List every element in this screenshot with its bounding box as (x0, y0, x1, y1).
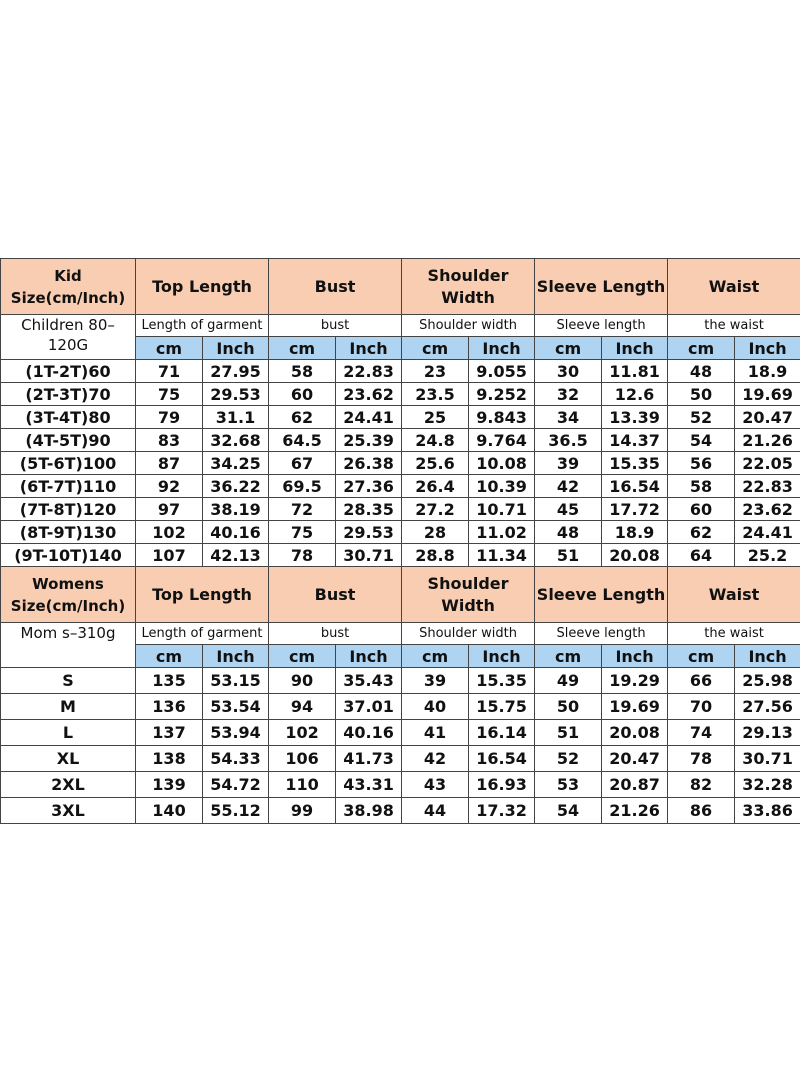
womens-unit-label: Inch (602, 645, 668, 668)
womens-value-cell: 78 (668, 746, 735, 772)
kid-unit-label: Inch (735, 337, 800, 360)
kid-value-cell: 107 (136, 544, 203, 567)
kid-value-cell: 29.53 (203, 383, 269, 406)
kid-value-cell: 67 (269, 452, 336, 475)
kid-value-cell: 83 (136, 429, 203, 452)
womens-unit-label: Inch (469, 645, 535, 668)
kid-value-cell: 62 (668, 521, 735, 544)
kid-value-cell: 28.8 (402, 544, 469, 567)
womens-value-cell: 32.28 (735, 772, 800, 798)
kid-value-cell: 40.16 (203, 521, 269, 544)
womens-value-cell: 86 (668, 798, 735, 824)
kid-value-cell: 25.39 (336, 429, 402, 452)
womens-unit-label: Inch (735, 645, 800, 668)
kid-table-row (1, 475, 800, 498)
kid-value-cell: 92 (136, 475, 203, 498)
kid-value-cell: 22.05 (735, 452, 800, 475)
kid-value-cell: 29.53 (336, 521, 402, 544)
womens-value-cell: 66 (668, 668, 735, 694)
womens-unit-label: cm (402, 645, 469, 668)
kid-value-cell: 10.08 (469, 452, 535, 475)
womens-table-row (1, 668, 800, 694)
kid-size-cell: (2T-3T)70 (1, 383, 136, 406)
kid-description-row (1, 315, 800, 337)
kid-column-description: Sleeve length (535, 315, 668, 337)
womens-value-cell: 40 (402, 694, 469, 720)
womens-column-header: Waist (668, 567, 800, 623)
womens-size-label: Womens Size(cm/Inch) (1, 567, 136, 623)
womens-header-row (1, 567, 800, 623)
kid-table-row (1, 360, 800, 383)
kid-value-cell: 31.1 (203, 406, 269, 429)
kid-value-cell: 28.35 (336, 498, 402, 521)
womens-table-row (1, 746, 800, 772)
womens-value-cell: 21.26 (602, 798, 668, 824)
kid-value-cell: 75 (136, 383, 203, 406)
kid-value-cell: 23.5 (402, 383, 469, 406)
kid-value-cell: 15.35 (602, 452, 668, 475)
kid-value-cell: 21.26 (735, 429, 800, 452)
womens-value-cell: 41 (402, 720, 469, 746)
womens-value-cell: 51 (535, 720, 602, 746)
kid-value-cell: 71 (136, 360, 203, 383)
womens-value-cell: 82 (668, 772, 735, 798)
kid-value-cell: 25 (402, 406, 469, 429)
womens-value-cell: 53.94 (203, 720, 269, 746)
womens-table-row (1, 772, 800, 798)
kid-unit-label: cm (136, 337, 203, 360)
womens-value-cell: 54.72 (203, 772, 269, 798)
kid-unit-label: cm (535, 337, 602, 360)
womens-size-cell: S (1, 668, 136, 694)
kid-value-cell: 75 (269, 521, 336, 544)
kid-unit-label: Inch (602, 337, 668, 360)
kid-value-cell: 19.69 (735, 383, 800, 406)
womens-value-cell: 50 (535, 694, 602, 720)
womens-value-cell: 136 (136, 694, 203, 720)
kid-size-cell: (7T-8T)120 (1, 498, 136, 521)
kid-unit-label: cm (402, 337, 469, 360)
kid-value-cell: 42 (535, 475, 602, 498)
kid-value-cell: 9.252 (469, 383, 535, 406)
kid-value-cell: 11.81 (602, 360, 668, 383)
kid-size-cell: (8T-9T)130 (1, 521, 136, 544)
kid-size-cell: (5T-6T)100 (1, 452, 136, 475)
kid-value-cell: 26.4 (402, 475, 469, 498)
kid-value-cell: 56 (668, 452, 735, 475)
kid-value-cell: 12.6 (602, 383, 668, 406)
kid-size-cell: (6T-7T)110 (1, 475, 136, 498)
womens-value-cell: 44 (402, 798, 469, 824)
womens-value-cell: 53.15 (203, 668, 269, 694)
womens-value-cell: 99 (269, 798, 336, 824)
kid-value-cell: 24.41 (735, 521, 800, 544)
kid-unit-label: Inch (469, 337, 535, 360)
womens-value-cell: 102 (269, 720, 336, 746)
kid-size-cell: (9T-10T)140 (1, 544, 136, 567)
kid-value-cell: 72 (269, 498, 336, 521)
womens-size-cell: 3XL (1, 798, 136, 824)
kid-value-cell: 45 (535, 498, 602, 521)
kid-value-cell: 28 (402, 521, 469, 544)
kid-value-cell: 42.13 (203, 544, 269, 567)
womens-size-cell: 2XL (1, 772, 136, 798)
womens-value-cell: 43.31 (336, 772, 402, 798)
womens-size-cell: XL (1, 746, 136, 772)
womens-value-cell: 135 (136, 668, 203, 694)
kid-value-cell: 79 (136, 406, 203, 429)
kid-value-cell: 30.71 (336, 544, 402, 567)
womens-value-cell: 19.69 (602, 694, 668, 720)
kid-column-header: Bust (269, 259, 402, 315)
kid-value-cell: 9.055 (469, 360, 535, 383)
womens-column-description: Shoulder width (402, 623, 535, 645)
kid-value-cell: 22.83 (735, 475, 800, 498)
womens-table-row (1, 798, 800, 824)
womens-value-cell: 16.14 (469, 720, 535, 746)
kid-value-cell: 52 (668, 406, 735, 429)
kid-value-cell: 64.5 (269, 429, 336, 452)
kid-value-cell: 27.95 (203, 360, 269, 383)
kid-column-description: Length of garment (136, 315, 269, 337)
womens-table-row (1, 720, 800, 746)
kid-value-cell: 36.5 (535, 429, 602, 452)
womens-value-cell: 27.56 (735, 694, 800, 720)
womens-size-cell: L (1, 720, 136, 746)
womens-value-cell: 30.71 (735, 746, 800, 772)
womens-table-row (1, 694, 800, 720)
womens-value-cell: 42 (402, 746, 469, 772)
womens-value-cell: 110 (269, 772, 336, 798)
womens-value-cell: 55.12 (203, 798, 269, 824)
kid-value-cell: 24.41 (336, 406, 402, 429)
kid-value-cell: 18.9 (602, 521, 668, 544)
womens-value-cell: 20.87 (602, 772, 668, 798)
kid-value-cell: 32 (535, 383, 602, 406)
womens-value-cell: 40.16 (336, 720, 402, 746)
size-table (0, 258, 800, 824)
womens-value-cell: 52 (535, 746, 602, 772)
kid-size-label: Kid Size(cm/Inch) (1, 259, 136, 315)
kid-column-header: Waist (668, 259, 800, 315)
kid-value-cell: 18.9 (735, 360, 800, 383)
kid-value-cell: 10.71 (469, 498, 535, 521)
kid-value-cell: 60 (269, 383, 336, 406)
kid-value-cell: 17.72 (602, 498, 668, 521)
kid-value-cell: 48 (668, 360, 735, 383)
kid-unit-label: Inch (336, 337, 402, 360)
womens-value-cell: 139 (136, 772, 203, 798)
kid-value-cell: 22.83 (336, 360, 402, 383)
kid-value-cell: 97 (136, 498, 203, 521)
kid-value-cell: 69.5 (269, 475, 336, 498)
kid-table-row (1, 406, 800, 429)
womens-value-cell: 54 (535, 798, 602, 824)
kid-value-cell: 54 (668, 429, 735, 452)
kid-value-cell: 58 (269, 360, 336, 383)
kid-value-cell: 9.764 (469, 429, 535, 452)
womens-column-description: the waist (668, 623, 800, 645)
womens-column-description: bust (269, 623, 402, 645)
kid-value-cell: 11.02 (469, 521, 535, 544)
kid-table-row (1, 452, 800, 475)
kid-value-cell: 39 (535, 452, 602, 475)
womens-value-cell: 33.86 (735, 798, 800, 824)
kid-table-row (1, 429, 800, 452)
womens-value-cell: 38.98 (336, 798, 402, 824)
womens-unit-label: Inch (203, 645, 269, 668)
kid-value-cell: 9.843 (469, 406, 535, 429)
kid-value-cell: 25.6 (402, 452, 469, 475)
womens-column-header: Shoulder Width (402, 567, 535, 623)
womens-value-cell: 53.54 (203, 694, 269, 720)
womens-value-cell: 15.75 (469, 694, 535, 720)
kid-value-cell: 34.25 (203, 452, 269, 475)
womens-value-cell: 43 (402, 772, 469, 798)
kid-value-cell: 51 (535, 544, 602, 567)
kid-table-row (1, 383, 800, 406)
womens-unit-label: cm (668, 645, 735, 668)
womens-unit-label: cm (136, 645, 203, 668)
womens-value-cell: 49 (535, 668, 602, 694)
kid-column-description: Shoulder width (402, 315, 535, 337)
womens-column-description: Length of garment (136, 623, 269, 645)
womens-section (1, 567, 800, 824)
kid-value-cell: 34 (535, 406, 602, 429)
kid-size-cell: (3T-4T)80 (1, 406, 136, 429)
kid-size-cell: (1T-2T)60 (1, 360, 136, 383)
kid-value-cell: 30 (535, 360, 602, 383)
womens-column-header: Top Length (136, 567, 269, 623)
kid-unit-label: cm (269, 337, 336, 360)
kid-column-description: bust (269, 315, 402, 337)
womens-value-cell: 16.54 (469, 746, 535, 772)
kid-column-description: the waist (668, 315, 800, 337)
womens-value-cell: 90 (269, 668, 336, 694)
kid-value-cell: 24.8 (402, 429, 469, 452)
womens-description-row (1, 623, 800, 645)
kid-table-row (1, 498, 800, 521)
womens-value-cell: 19.29 (602, 668, 668, 694)
womens-unit-label: cm (269, 645, 336, 668)
womens-value-cell: 138 (136, 746, 203, 772)
kid-value-cell: 60 (668, 498, 735, 521)
kid-unit-label: cm (668, 337, 735, 360)
womens-size-cell: M (1, 694, 136, 720)
kid-value-cell: 64 (668, 544, 735, 567)
kid-value-cell: 87 (136, 452, 203, 475)
kid-value-cell: 10.39 (469, 475, 535, 498)
womens-value-cell: 25.98 (735, 668, 800, 694)
womens-value-cell: 106 (269, 746, 336, 772)
kid-value-cell: 13.39 (602, 406, 668, 429)
kid-value-cell: 32.68 (203, 429, 269, 452)
womens-value-cell: 20.47 (602, 746, 668, 772)
kid-section (1, 259, 800, 567)
womens-value-cell: 37.01 (336, 694, 402, 720)
kid-column-header: Sleeve Length (535, 259, 668, 315)
kid-size-cell: (4T-5T)90 (1, 429, 136, 452)
kid-value-cell: 36.22 (203, 475, 269, 498)
womens-value-cell: 41.73 (336, 746, 402, 772)
kid-value-cell: 11.34 (469, 544, 535, 567)
womens-column-header: Bust (269, 567, 402, 623)
kid-value-cell: 25.2 (735, 544, 800, 567)
kid-table-row (1, 521, 800, 544)
kid-value-cell: 20.08 (602, 544, 668, 567)
womens-value-cell: 54.33 (203, 746, 269, 772)
kid-value-cell: 102 (136, 521, 203, 544)
kid-column-header: Shoulder Width (402, 259, 535, 315)
womens-unit-label: cm (535, 645, 602, 668)
kid-value-cell: 62 (269, 406, 336, 429)
womens-value-cell: 15.35 (469, 668, 535, 694)
womens-unit-label: Inch (336, 645, 402, 668)
womens-group-label: Mom s–310g (1, 623, 136, 668)
womens-value-cell: 35.43 (336, 668, 402, 694)
kid-value-cell: 38.19 (203, 498, 269, 521)
womens-value-cell: 137 (136, 720, 203, 746)
kid-value-cell: 16.54 (602, 475, 668, 498)
kid-value-cell: 26.38 (336, 452, 402, 475)
kid-value-cell: 23.62 (735, 498, 800, 521)
womens-value-cell: 39 (402, 668, 469, 694)
womens-value-cell: 53 (535, 772, 602, 798)
womens-value-cell: 74 (668, 720, 735, 746)
kid-value-cell: 20.47 (735, 406, 800, 429)
womens-value-cell: 29.13 (735, 720, 800, 746)
kid-unit-label: Inch (203, 337, 269, 360)
kid-value-cell: 14.37 (602, 429, 668, 452)
kid-value-cell: 27.36 (336, 475, 402, 498)
kid-value-cell: 50 (668, 383, 735, 406)
womens-value-cell: 17.32 (469, 798, 535, 824)
size-chart (0, 258, 800, 824)
womens-value-cell: 16.93 (469, 772, 535, 798)
kid-group-label: Children 80–120G (1, 315, 136, 360)
kid-value-cell: 23 (402, 360, 469, 383)
kid-table-row (1, 544, 800, 567)
kid-value-cell: 23.62 (336, 383, 402, 406)
womens-value-cell: 94 (269, 694, 336, 720)
kid-column-header: Top Length (136, 259, 269, 315)
kid-header-row (1, 259, 800, 315)
womens-column-description: Sleeve length (535, 623, 668, 645)
womens-value-cell: 140 (136, 798, 203, 824)
kid-value-cell: 58 (668, 475, 735, 498)
kid-value-cell: 78 (269, 544, 336, 567)
womens-value-cell: 70 (668, 694, 735, 720)
kid-value-cell: 48 (535, 521, 602, 544)
kid-value-cell: 27.2 (402, 498, 469, 521)
womens-column-header: Sleeve Length (535, 567, 668, 623)
womens-value-cell: 20.08 (602, 720, 668, 746)
